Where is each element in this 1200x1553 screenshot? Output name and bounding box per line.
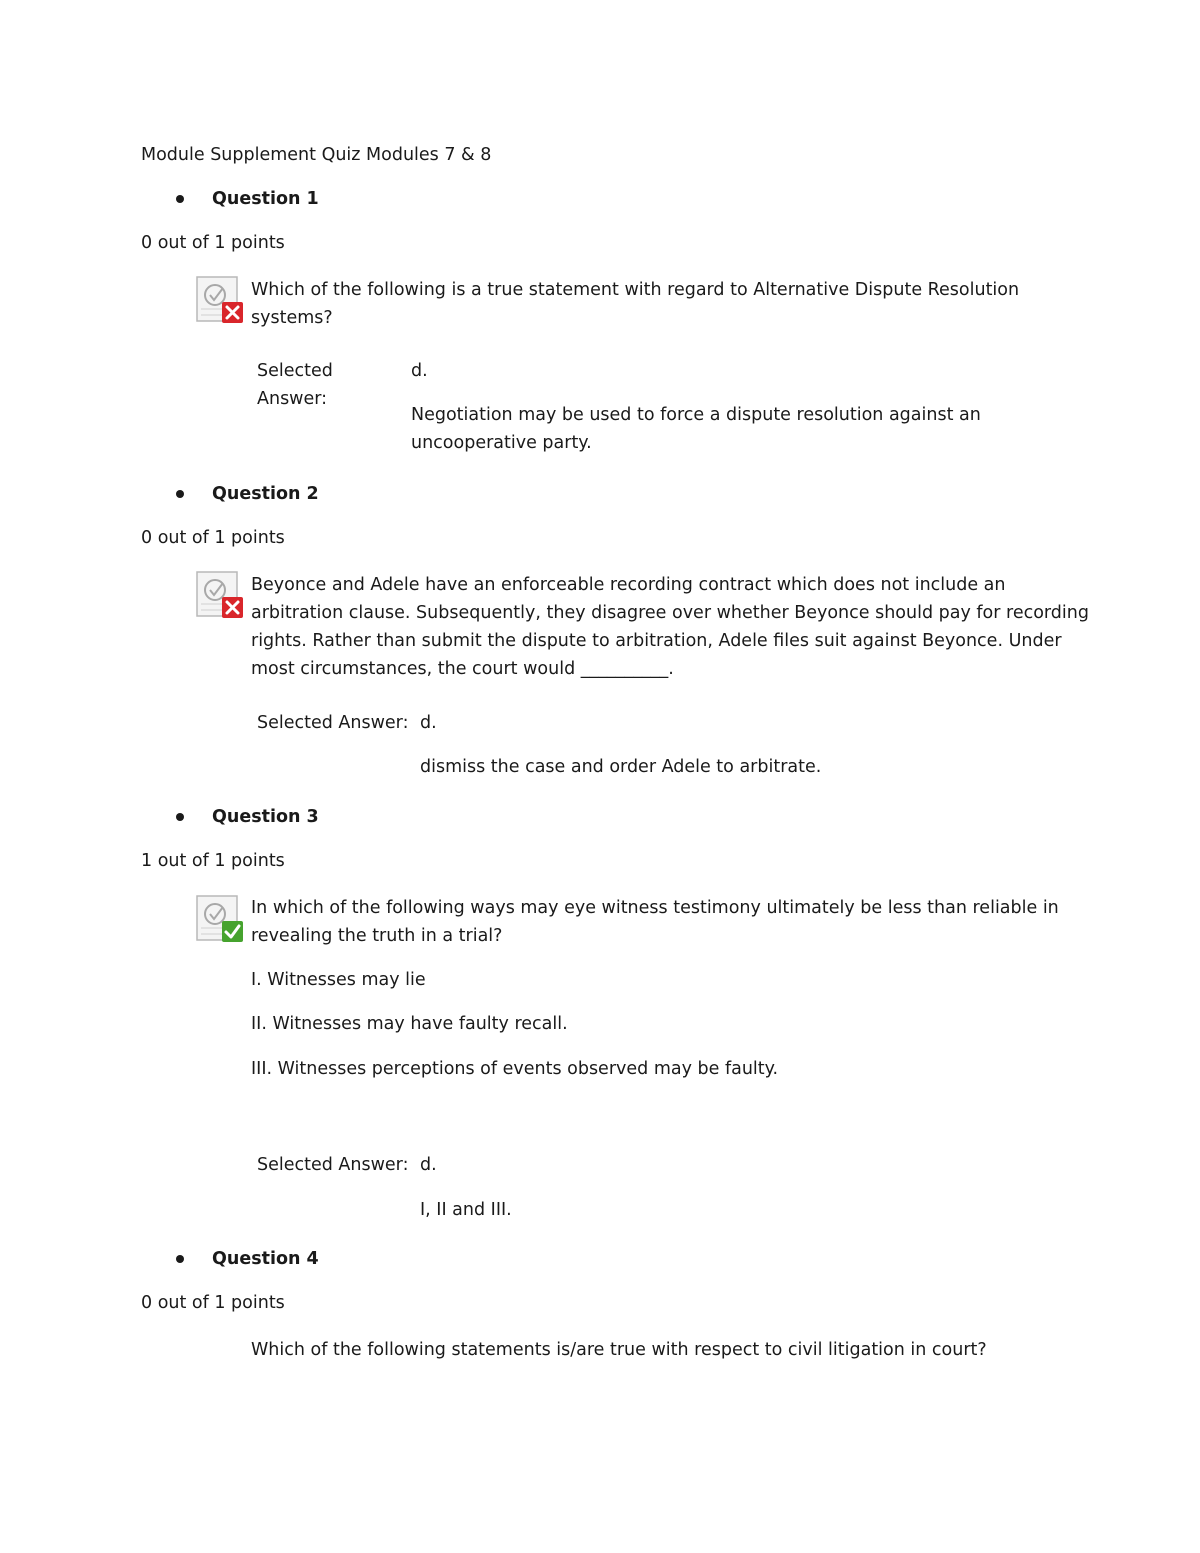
question-2-text-line-3: rights. Rather than submit the dispute to arbitration, Adele files suit against Beyonce. Under — [251, 631, 1062, 651]
question-3-text-line-1: In which of the following ways may eye witness testimony ultimately be less than reliable in — [251, 898, 1059, 918]
answer-letter: d. — [420, 713, 437, 733]
question-4-label: Question 4 — [212, 1249, 319, 1269]
answer-text-line-1: Negotiation may be used to force a dispute resolution against an — [411, 405, 981, 425]
question-3-label: Question 3 — [212, 807, 319, 827]
selected-answer-label: Answer: — [257, 389, 328, 409]
question-3-option-2: II. Witnesses may have faulty recall. — [251, 1014, 568, 1034]
answer-text: I, II and III. — [420, 1200, 512, 1220]
bullet-icon — [176, 1255, 184, 1263]
question-2-text-line-1: Beyonce and Adele have an enforceable recording contract which does not include an — [251, 575, 1006, 595]
question-2-text-line-2: arbitration clause. Subsequently, they disagree over whether Beyonce should pay for recording — [251, 603, 1089, 623]
question-1-text-line-1: Which of the following is a true statement with regard to Alternative Dispute Resolution — [251, 280, 1020, 300]
bullet-icon — [176, 490, 184, 498]
question-incorrect-icon — [195, 570, 245, 620]
selected-answer-label: Selected — [257, 361, 333, 381]
question-3-points: 1 out of 1 points — [141, 851, 285, 871]
bullet-icon — [176, 813, 184, 821]
question-1-text-line-2: systems? — [251, 308, 333, 328]
question-1-label: Question 1 — [212, 189, 319, 209]
question-3-option-3: III. Witnesses perceptions of events observed may be faulty. — [251, 1059, 779, 1079]
question-3-text-line-2: revealing the truth in a trial? — [251, 926, 503, 946]
answer-text-line-2: uncooperative party. — [411, 433, 592, 453]
document-title: Module Supplement Quiz Modules 7 & 8 — [141, 145, 492, 165]
answer-letter: d. — [411, 361, 428, 381]
selected-answer-label: Selected Answer: — [257, 1155, 409, 1175]
question-2-label: Question 2 — [212, 484, 319, 504]
bullet-icon — [176, 195, 184, 203]
selected-answer-label: Selected Answer: — [257, 713, 409, 733]
question-2-text-line-4: most circumstances, the court would __________. — [251, 659, 674, 679]
question-incorrect-icon — [195, 275, 245, 325]
answer-letter: d. — [420, 1155, 437, 1175]
answer-text: dismiss the case and order Adele to arbitrate. — [420, 757, 822, 777]
question-2-points: 0 out of 1 points — [141, 528, 285, 548]
question-4-text-line-1: Which of the following statements is/are true with respect to civil litigation in court? — [251, 1340, 987, 1360]
question-correct-icon — [195, 894, 245, 944]
question-3-option-1: I. Witnesses may lie — [251, 970, 426, 990]
question-4-points: 0 out of 1 points — [141, 1293, 285, 1313]
question-1-points: 0 out of 1 points — [141, 233, 285, 253]
